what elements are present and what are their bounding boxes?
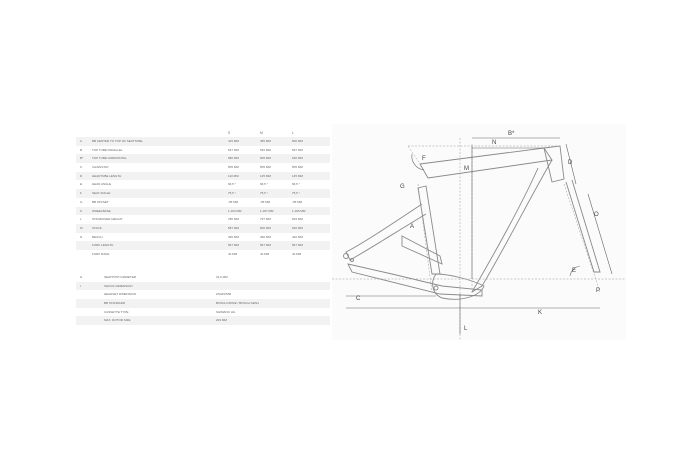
row-value-s: 42 MM: [228, 251, 238, 256]
row-label: HEADTUBE LENGTH: [92, 173, 122, 178]
label-m: M: [464, 166, 469, 172]
row-code: F: [80, 191, 82, 196]
row-label: BB OFFSET: [92, 199, 109, 204]
row-label: STANDOVER HEIGHT: [92, 217, 123, 222]
row-label: WHEELBASE: [92, 208, 111, 213]
row-value-m: 600 MM: [260, 225, 271, 230]
row-code: B*: [80, 156, 84, 161]
fork: [566, 180, 600, 272]
geometry-row: [76, 189, 330, 198]
row-value-m: 1.187 MM: [260, 208, 274, 213]
geometry-row: [76, 207, 330, 216]
row-value-s: 415 MM: [228, 139, 239, 143]
row-value-s: 1.194 MM: [228, 208, 242, 213]
row-label: SEAT ANGLE: [92, 191, 111, 196]
row-value-m: 42 MM: [260, 251, 270, 256]
row-value-m: 66,5 °: [260, 182, 268, 187]
spec-value: ZS44/ZS56: [216, 292, 232, 297]
spec-value: BOSCH DRIVE / BOSCH GEN4: [216, 301, 259, 306]
geometry-table-header: [76, 128, 330, 137]
row-code: C: [80, 165, 83, 170]
spec-row: [76, 290, 330, 299]
seat-tube: [418, 186, 440, 274]
row-label: STACK: [92, 225, 102, 230]
geometry-table: [76, 128, 330, 259]
row-label: FORK RAKE: [92, 251, 110, 256]
spec-value: SHIMANO HG: [216, 309, 236, 314]
row-code: L: [80, 217, 82, 222]
row-value-l: 66,5 °: [292, 182, 300, 187]
spec-value: 203 MM: [216, 318, 227, 323]
row-code: B: [80, 147, 83, 152]
row-value-s: 780 MM: [228, 217, 239, 222]
row-value-s: -55 MM: [228, 199, 239, 204]
row-value-l: 75,5 °: [292, 191, 300, 196]
geometry-row: [76, 198, 330, 207]
row-value-l: 505 MM: [292, 165, 303, 170]
row-value-l: 42 MM: [292, 251, 302, 256]
row-value-l: 597 MM: [292, 147, 303, 152]
row-value-m: -55 MM: [260, 199, 271, 204]
row-value-m: 532 MM: [260, 147, 271, 152]
row-code: M: [80, 225, 83, 230]
row-value-s: 547 MM: [228, 147, 239, 152]
row-label: BB CENTER TO TOP OF SEATTUBE: [92, 139, 143, 143]
row-value-s: 110 MM: [228, 173, 239, 178]
label-c: C: [356, 296, 361, 302]
geometry-row: [76, 241, 330, 250]
row-code: N: [80, 234, 83, 239]
label-o: O: [594, 212, 599, 218]
row-value-m: 75,5 °: [260, 191, 268, 196]
row-value-m: 505 MM: [260, 165, 271, 170]
row-value-l: 500 MM: [292, 139, 303, 143]
geometry-row: [76, 146, 330, 155]
label-b-star: B*: [508, 131, 515, 137]
spec-label: SEATPOST DIAMETER: [104, 275, 137, 279]
row-code: A: [80, 139, 83, 143]
row-value-s: 66,5 °: [228, 182, 236, 187]
row-value-l: 145 MM: [292, 173, 303, 178]
row-code: G: [80, 199, 83, 204]
top-tube: [420, 148, 552, 178]
row-value-m: 797 MM: [260, 217, 271, 222]
spec-code: H: [80, 275, 83, 279]
head-tube: [544, 146, 564, 182]
spec-row: [76, 308, 330, 317]
geometry-row: [76, 250, 330, 259]
spec-label: MAX. ROTOR SIZE: [104, 318, 131, 323]
row-label: HEAD ANGLE: [92, 182, 112, 187]
geometry-row: [76, 172, 330, 181]
label-e: E: [572, 268, 577, 274]
size-m-header: M: [260, 131, 263, 135]
spec-row: [76, 316, 330, 325]
row-value-l: 620 MM: [292, 225, 303, 230]
row-value-m: 455 MM: [260, 139, 271, 143]
geometry-row: [76, 137, 330, 146]
label-n: N: [492, 140, 497, 146]
frame-drawing: [332, 124, 626, 340]
spec-label: HEADSET DIMENSION: [104, 292, 136, 297]
spec-table: [76, 273, 330, 325]
geometry-row: [76, 215, 330, 224]
row-code: K: [80, 208, 83, 213]
row-value-m: 605 MM: [260, 156, 271, 161]
spec-label: CASSETTE TYPE: [104, 309, 129, 314]
spec-row: [76, 282, 330, 291]
row-value-s: 567 MM: [228, 243, 239, 248]
label-d: D: [568, 160, 573, 166]
row-value-s: 75,5 °: [228, 191, 236, 196]
dim-o: [588, 194, 612, 274]
spec-row: [76, 299, 330, 308]
geometry-row: [76, 224, 330, 233]
row-label: TOP TUBE HORIZONTAL: [92, 156, 127, 161]
row-value-s: 395 MM: [228, 234, 239, 239]
row-value-s: 580 MM: [228, 156, 239, 161]
row-value-l: -55 MM: [292, 199, 303, 204]
row-label: TOP TUBE PARALLEL: [92, 147, 123, 152]
row-label: CHAINSTAY: [92, 165, 109, 170]
row-label: REACH: [92, 234, 103, 239]
size-s-header: S: [228, 131, 231, 135]
row-label: FORK LENGTH: [92, 243, 114, 248]
label-g: G: [400, 184, 405, 190]
row-value-l: 567 MM: [292, 243, 303, 248]
row-value-l: 819 MM: [292, 217, 303, 222]
label-k: K: [538, 310, 543, 316]
bottom-bracket: [434, 286, 438, 290]
spec-label: SHOCK DIMENSION: [104, 283, 133, 288]
geometry-row: [76, 154, 330, 163]
label-a: A: [410, 224, 415, 230]
row-value-m: 390 MM: [260, 234, 271, 239]
steering-axis-line: [564, 184, 600, 292]
geometry-row: [76, 233, 330, 242]
label-f: F: [422, 156, 426, 162]
spec-label: BB STANDARD: [104, 301, 126, 306]
row-code: E: [80, 182, 83, 187]
row-value-l: 1.195 MM: [292, 208, 306, 213]
row-value-s: 587 MM: [228, 225, 239, 230]
row-value-m: 125 MM: [260, 173, 271, 178]
row-value-l: 630 MM: [292, 156, 303, 161]
frame-geometry-diagram: [332, 124, 626, 340]
label-p: P: [596, 288, 601, 294]
seat-angle-line: [408, 146, 420, 164]
spec-row: [76, 273, 330, 282]
row-value-l: 440 MM: [292, 234, 303, 239]
row-value-m: 567 MM: [260, 243, 271, 248]
chain-stay: [348, 264, 482, 296]
size-l-header: L: [292, 131, 294, 135]
row-code: D: [80, 173, 83, 178]
down-tube: [472, 160, 552, 292]
label-l: L: [464, 326, 468, 332]
geometry-row: [76, 163, 330, 172]
spec-code: I: [80, 283, 81, 288]
row-value-s: 505 MM: [228, 165, 239, 170]
spec-value: 31,6 MM: [216, 275, 228, 279]
geometry-row: [76, 180, 330, 189]
